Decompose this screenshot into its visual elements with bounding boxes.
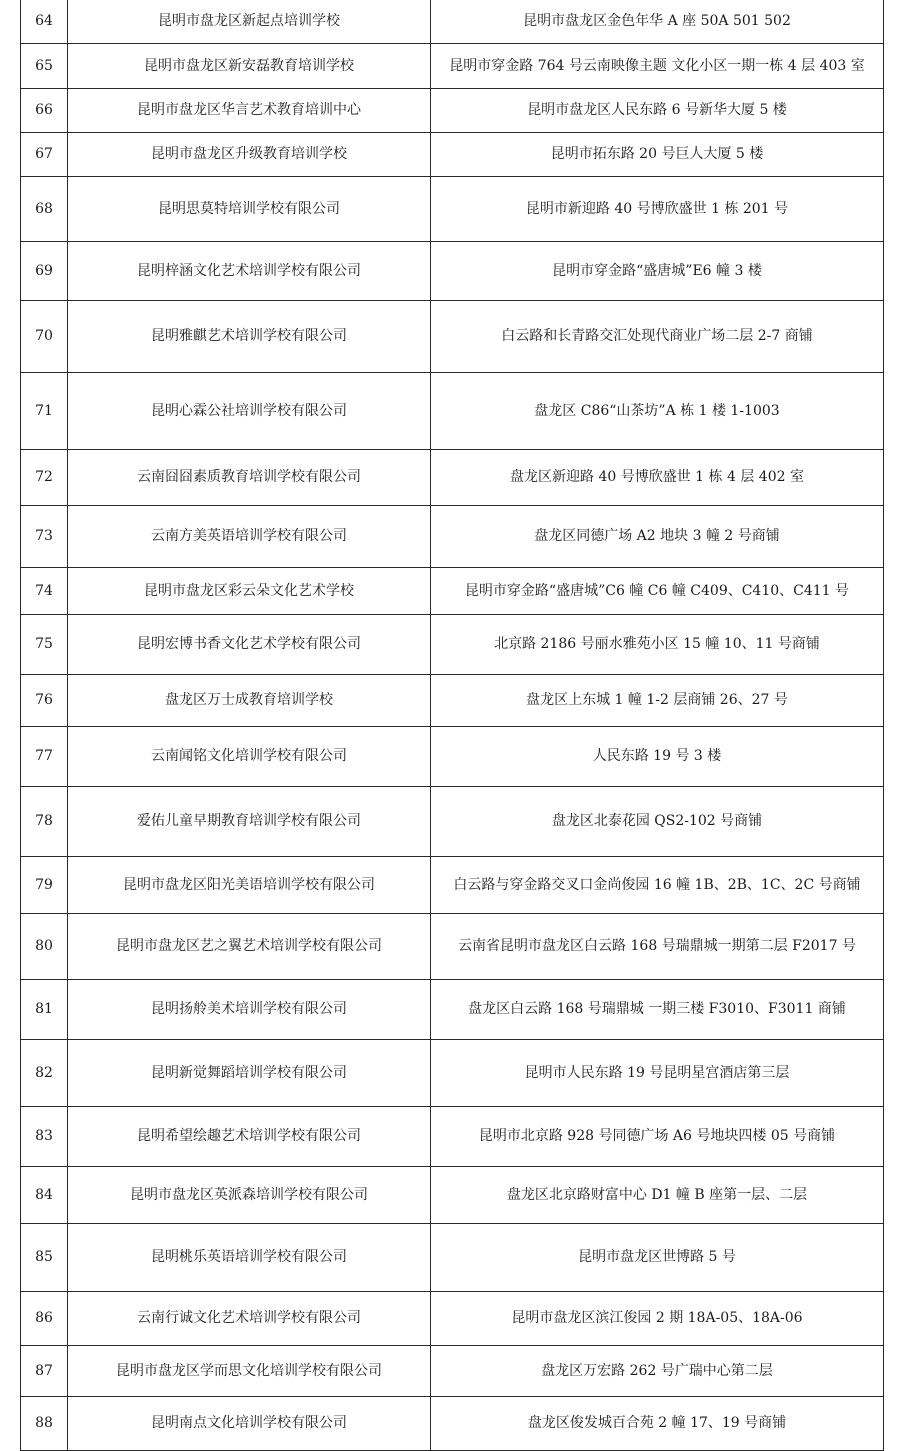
school-name-cell: 爱佑儿童早期教育培训学校有限公司 [68,786,431,856]
address-cell: 盘龙区新迎路 40 号博欣盛世 1 栋 4 层 402 室 [431,449,884,505]
school-name-cell: 昆明宏博书香文化艺术学校有限公司 [68,614,431,674]
row-number-cell: 64 [21,0,68,43]
row-number-cell: 75 [21,614,68,674]
school-name-cell: 昆明市盘龙区英派森培训学校有限公司 [68,1166,431,1223]
table-body [21,0,884,1450]
row-number-cell: 72 [21,449,68,505]
table-row [21,1345,884,1396]
address-cell: 盘龙区北泰花园 QS2-102 号商铺 [431,786,884,856]
table-row [21,449,884,505]
row-number-cell: 74 [21,567,68,614]
school-name-cell: 昆明市盘龙区新安磊教育培训学校 [68,43,431,88]
address-cell: 昆明市穿金路“盛唐城”C6 幢 C6 幢 C409、C410、C411 号 [431,567,884,614]
row-number-cell: 76 [21,674,68,726]
table-row [21,856,884,913]
table-row [21,1166,884,1223]
table-row [21,979,884,1039]
school-name-cell: 昆明心霖公社培训学校有限公司 [68,372,431,449]
school-name-cell: 昆明市盘龙区华言艺术教育培训中心 [68,88,431,132]
address-cell: 昆明市北京路 928 号同德广场 A6 号地块四楼 05 号商铺 [431,1106,884,1166]
table-row [21,1106,884,1166]
school-name-cell: 昆明雅麒艺术培训学校有限公司 [68,300,431,372]
school-name-cell: 云南方美英语培训学校有限公司 [68,505,431,567]
table-row [21,43,884,88]
table-row [21,786,884,856]
address-cell: 盘龙区万宏路 262 号广瑞中心第二层 [431,1345,884,1396]
row-number-cell: 68 [21,176,68,241]
school-name-cell: 昆明桃乐英语培训学校有限公司 [68,1223,431,1291]
table-row [21,132,884,176]
address-cell: 盘龙区白云路 168 号瑞鼎城 一期三楼 F3010、F3011 商铺 [431,979,884,1039]
table-row [21,1039,884,1106]
table-row [21,505,884,567]
address-cell: 盘龙区北京路财富中心 D1 幢 B 座第一层、二层 [431,1166,884,1223]
school-name-cell: 昆明市盘龙区新起点培训学校 [68,0,431,43]
school-name-cell: 昆明希望绘趣艺术培训学校有限公司 [68,1106,431,1166]
table-row [21,176,884,241]
school-name-cell: 昆明市盘龙区学而思文化培训学校有限公司 [68,1345,431,1396]
table-row [21,372,884,449]
address-cell: 昆明市新迎路 40 号博欣盛世 1 栋 201 号 [431,176,884,241]
row-number-cell: 67 [21,132,68,176]
address-cell: 人民东路 19 号 3 楼 [431,726,884,786]
school-name-cell: 昆明市盘龙区阳光美语培训学校有限公司 [68,856,431,913]
row-number-cell: 78 [21,786,68,856]
address-cell: 昆明市穿金路“盛唐城”E6 幢 3 楼 [431,241,884,300]
table-row [21,614,884,674]
address-cell: 北京路 2186 号丽水雅苑小区 15 幢 10、11 号商铺 [431,614,884,674]
row-number-cell: 79 [21,856,68,913]
school-name-cell: 昆明南点文化培训学校有限公司 [68,1396,431,1450]
address-cell: 盘龙区同德广场 A2 地块 3 幢 2 号商铺 [431,505,884,567]
address-cell: 盘龙区上东城 1 幢 1-2 层商铺 26、27 号 [431,674,884,726]
row-number-cell: 85 [21,1223,68,1291]
school-name-cell: 云南行诚文化艺术培训学校有限公司 [68,1291,431,1345]
table-row [21,1291,884,1345]
school-name-cell: 昆明思莫特培训学校有限公司 [68,176,431,241]
table-row [21,567,884,614]
row-number-cell: 84 [21,1166,68,1223]
row-number-cell: 70 [21,300,68,372]
school-name-cell: 盘龙区万士成教育培训学校 [68,674,431,726]
table-row [21,241,884,300]
table-row [21,300,884,372]
school-name-cell: 昆明市盘龙区升级教育培训学校 [68,132,431,176]
row-number-cell: 88 [21,1396,68,1450]
school-name-cell: 昆明新觉舞蹈培训学校有限公司 [68,1039,431,1106]
table-row [21,913,884,979]
row-number-cell: 82 [21,1039,68,1106]
address-cell: 云南省昆明市盘龙区白云路 168 号瑞鼎城一期第二层 F2017 号 [431,913,884,979]
address-cell: 昆明市穿金路 764 号云南映像主题 文化小区一期一栋 4 层 403 室 [431,43,884,88]
row-number-cell: 80 [21,913,68,979]
school-name-cell: 云南闻铭文化培训学校有限公司 [68,726,431,786]
school-name-cell: 昆明市盘龙区彩云朵文化艺术学校 [68,567,431,614]
address-cell: 昆明市拓东路 20 号巨人大厦 5 楼 [431,132,884,176]
row-number-cell: 71 [21,372,68,449]
address-cell: 昆明市盘龙区滨江俊园 2 期 18A-05、18A-06 [431,1291,884,1345]
row-number-cell: 77 [21,726,68,786]
address-cell: 昆明市盘龙区金色年华 A 座 50A 501 502 [431,0,884,43]
school-name-cell: 云南囧囧素质教育培训学校有限公司 [68,449,431,505]
address-cell: 昆明市人民东路 19 号昆明星宫酒店第三层 [431,1039,884,1106]
row-number-cell: 81 [21,979,68,1039]
address-cell: 昆明市盘龙区世博路 5 号 [431,1223,884,1291]
table-row [21,674,884,726]
address-cell: 白云路与穿金路交叉口金尚俊园 16 幢 1B、2B、1C、2C 号商铺 [431,856,884,913]
row-number-cell: 69 [21,241,68,300]
table-row [21,88,884,132]
row-number-cell: 65 [21,43,68,88]
row-number-cell: 66 [21,88,68,132]
row-number-cell: 87 [21,1345,68,1396]
address-cell: 盘龙区 C86“山茶坊”A 栋 1 楼 1-1003 [431,372,884,449]
table-row [21,1396,884,1450]
school-name-cell: 昆明市盘龙区艺之翼艺术培训学校有限公司 [68,913,431,979]
school-name-cell: 昆明扬舲美术培训学校有限公司 [68,979,431,1039]
table-row [21,0,884,43]
address-cell: 昆明市盘龙区人民东路 6 号新华大厦 5 楼 [431,88,884,132]
row-number-cell: 73 [21,505,68,567]
row-number-cell: 86 [21,1291,68,1345]
table-row [21,1223,884,1291]
address-cell: 白云路和长青路交汇处现代商业广场二层 2-7 商铺 [431,300,884,372]
school-name-cell: 昆明梓涵文化艺术培训学校有限公司 [68,241,431,300]
table-row [21,726,884,786]
row-number-cell: 83 [21,1106,68,1166]
address-cell: 盘龙区俊发城百合苑 2 幢 17、19 号商铺 [431,1396,884,1450]
training-school-table [20,0,884,1451]
